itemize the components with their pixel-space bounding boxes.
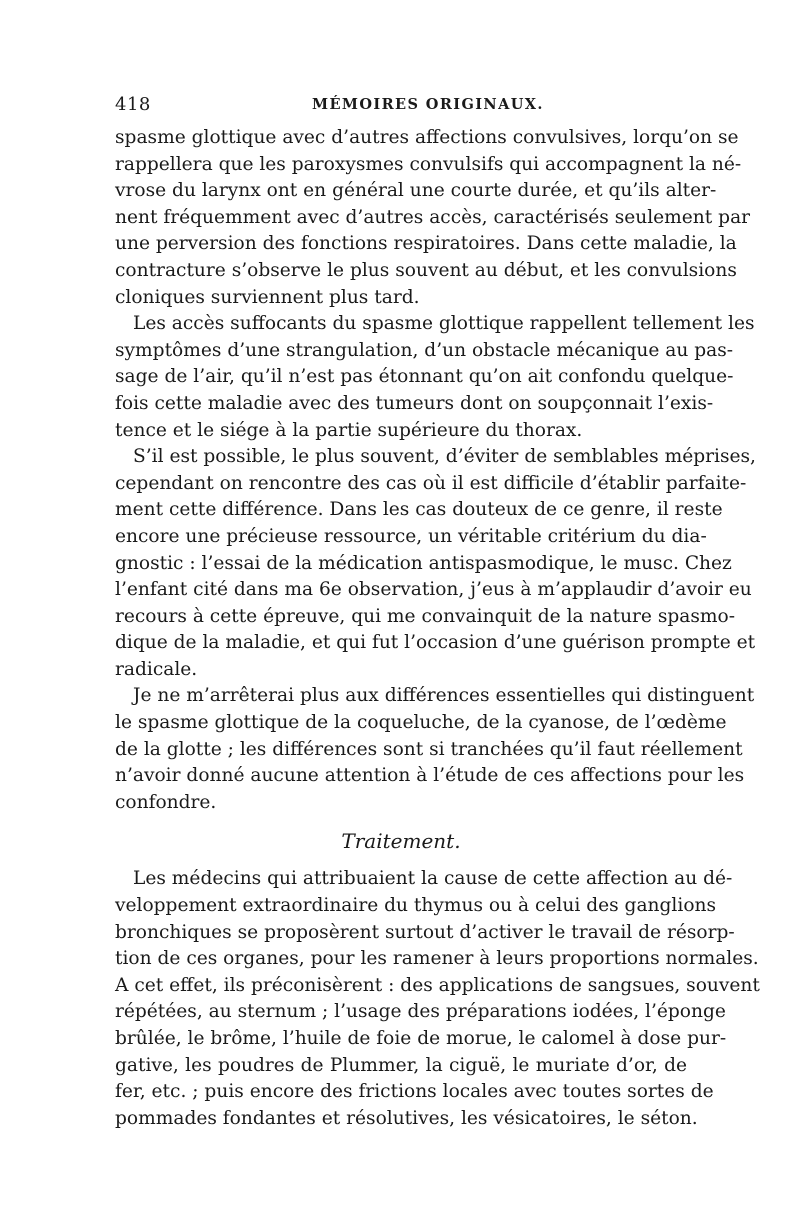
text-line: répétées, au sternum ; l’usage des préparations iodées, l’éponge — [115, 1001, 726, 1023]
running-head — [115, 94, 687, 116]
text-line: pommades fondantes et résolutives, les vésicatoires, le séton. — [115, 1107, 698, 1129]
text-line: nent fréquemment avec d’autres accès, caractérisés seulement par — [115, 206, 751, 228]
text-line: fois cette maladie avec des tumeurs dont on soupçonnait l’exis- — [115, 392, 714, 414]
text-line: symptômes d’une strangulation, d’un obstacle mécanique au pas- — [115, 339, 734, 361]
text-line: Les accès suffocants du spasme glottique rappellent tellement les — [133, 313, 755, 335]
text-line: veloppement extraordinaire du thymus ou à celui des ganglions — [115, 895, 717, 917]
text-line: ment cette différence. Dans les cas douteux de ce genre, il reste — [115, 499, 723, 521]
text-line: cloniques surviennent plus tard. — [115, 286, 420, 308]
running-title: MÉMOIRES ORIGINAUX. — [312, 96, 544, 113]
text-line: de la glotte ; les différences sont si tranchées qu’il faut réellement — [115, 738, 743, 760]
body-text — [115, 125, 760, 1132]
text-line: le spasme glottique de la coqueluche, de la cyanose, de l’œdème — [115, 712, 727, 734]
text-line: Je ne m’arrêterai plus aux différences essentielles qui distinguent — [133, 685, 755, 707]
text-line: l’enfant cité dans ma 6e observation, j’eus à m’applaudir d’avoir eu — [115, 579, 752, 601]
text-line: vrose du larynx ont en général une courte durée, et qu’ils alter- — [115, 180, 717, 202]
text-line: cependant on rencontre des cas où il est difficile d’établir parfaite- — [115, 472, 747, 494]
page-number: 418 — [115, 94, 151, 115]
text-line: n’avoir donné aucune attention à l’étude de ces affections pour les — [115, 765, 745, 787]
text-line: A cet effet, ils préconisèrent : des applications de sangsues, souvent — [115, 974, 760, 996]
text-line: gnostic : l’essai de la médication antispasmodique, le musc. Chez — [115, 552, 732, 574]
text-line: encore une précieuse ressource, un véritable critérium du dia- — [115, 525, 707, 547]
text-line: tence et le siége à la partie supérieure du thorax. — [115, 419, 583, 441]
text-line: gative, les poudres de Plummer, la ciguë, le muriate d’or, de — [115, 1054, 687, 1076]
text-line: une perversion des fonctions respiratoires. Dans cette maladie, la — [115, 233, 737, 255]
text-line: sage de l’air, qu’il n’est pas étonnant qu’on ait confondu quelque- — [115, 366, 734, 388]
text-line: recours à cette épreuve, qui me convainquit de la nature spasmo- — [115, 605, 736, 627]
text-line: rappellera que les paroxysmes convulsifs qui accompagnent la né- — [115, 153, 742, 175]
text-line: brûlée, le brôme, l’huile de foie de morue, le calomel à dose pur- — [115, 1028, 727, 1049]
text-line: spasme glottique avec d’autres affections convulsives, lorqu’on se — [115, 127, 739, 148]
text-line: contracture s’observe le plus souvent au début, et les convulsions — [115, 259, 737, 281]
text-line: tion de ces organes, pour les ramener à leurs proportions normales. — [115, 948, 759, 970]
text-line: dique de la maladie, et qui fut l’occasion d’une guérison prompte et — [115, 632, 756, 654]
text-line: Les médecins qui attribuaient la cause de cette affection au dé- — [133, 868, 733, 890]
text-line: bronchiques se proposèrent surtout d’activer le travail de résorp- — [115, 921, 735, 943]
text-line: confondre. — [115, 791, 217, 813]
text-line: radicale. — [115, 658, 198, 680]
text-line: fer, etc. ; puis encore des frictions locales avec toutes sortes de — [115, 1081, 714, 1103]
section-heading: Traitement. — [341, 829, 461, 854]
text-line: S’il est possible, le plus souvent, d’éviter de semblables méprises, — [133, 446, 756, 468]
